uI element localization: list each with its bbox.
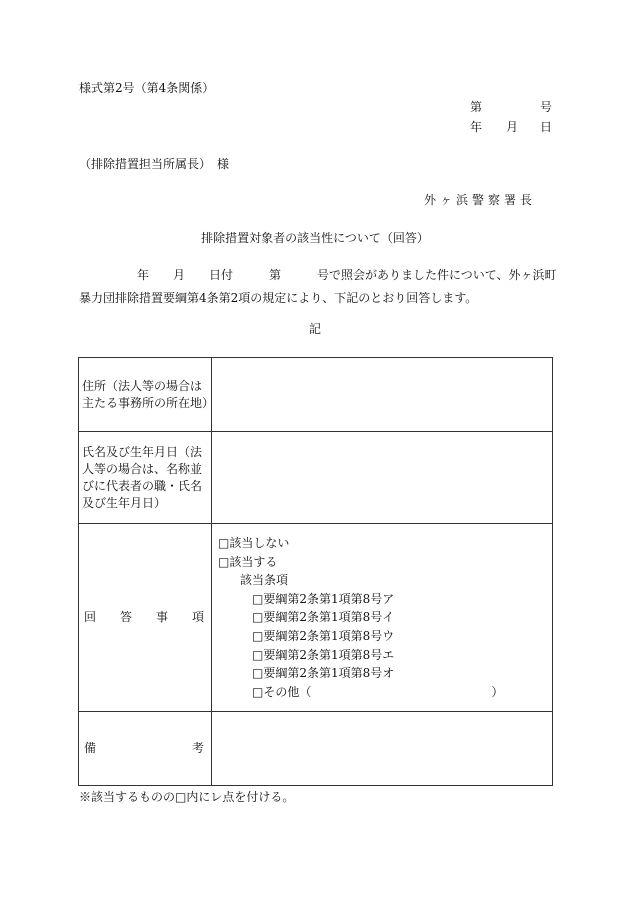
answer-label-char: 回	[84, 610, 97, 625]
footnote: ※該当するものの□内にレ点を付ける。	[79, 790, 295, 804]
table-row-address	[79, 358, 553, 432]
option-clause-e[interactable]: □要綱第2条第1項第8号エ	[252, 647, 395, 662]
option-not-applicable[interactable]: □該当しない	[218, 536, 290, 550]
form-number: 様式第2号（第4条関係）	[79, 81, 215, 95]
name-label: 氏名及び生年月日（法人等の場合は、名称並びに代表者の職・氏名及び生年月日）	[79, 432, 212, 524]
table-row-answer	[79, 524, 553, 712]
option-applicable[interactable]: □該当する	[218, 554, 278, 569]
option-other-open: □その他（	[252, 684, 312, 699]
option-clause-a[interactable]: □要綱第2条第1項第8号ア	[252, 591, 395, 606]
option-clause-i[interactable]: □要綱第2条第1項第8号イ	[252, 610, 395, 625]
date-year: 年	[470, 120, 483, 134]
ref-dai: 第	[470, 100, 483, 114]
ki-heading: 記	[308, 322, 321, 336]
ref-go: 号	[540, 100, 553, 114]
clause-heading: 該当条項	[240, 573, 289, 588]
document-title: 排除措置対象者の該当性について（回答）	[201, 231, 429, 245]
remarks-label-char: 考	[191, 741, 204, 756]
address-value	[212, 358, 553, 432]
answer-label-char: 答	[119, 610, 132, 625]
answer-label	[79, 524, 212, 712]
remarks-label	[79, 712, 212, 786]
date-day: 日	[540, 120, 553, 134]
body-text	[79, 264, 559, 310]
option-other[interactable]	[218, 683, 552, 702]
address-label: 住所（法人等の場合は主たる事務所の所在地）	[79, 358, 212, 432]
table-row-remarks	[79, 712, 553, 786]
option-other-close: ）	[491, 684, 504, 699]
table-row-name	[79, 432, 553, 524]
option-clause-u[interactable]: □要綱第2条第1項第8号ウ	[252, 628, 395, 643]
answer-table	[78, 357, 553, 786]
recipient: （排除措置担当所属長） 様	[79, 157, 230, 171]
body-line-2: 暴力団排除措置要綱第4条第2項の規定により、下記のとおり回答します。	[79, 291, 478, 305]
body-line-1: 年 月 日付 第 号で照会がありました件について、外ヶ浜町	[137, 268, 557, 282]
answer-label-char: 項	[191, 610, 204, 625]
answer-label-char: 事	[155, 610, 168, 625]
answer-options	[212, 524, 553, 712]
date-month: 月	[506, 120, 519, 134]
option-clause-o[interactable]: □要綱第2条第1項第8号オ	[252, 666, 395, 681]
sender: 外ヶ浜警察署長	[424, 193, 537, 207]
name-value	[212, 432, 553, 524]
remarks-value	[212, 712, 553, 786]
remarks-label-char: 備	[84, 741, 97, 756]
